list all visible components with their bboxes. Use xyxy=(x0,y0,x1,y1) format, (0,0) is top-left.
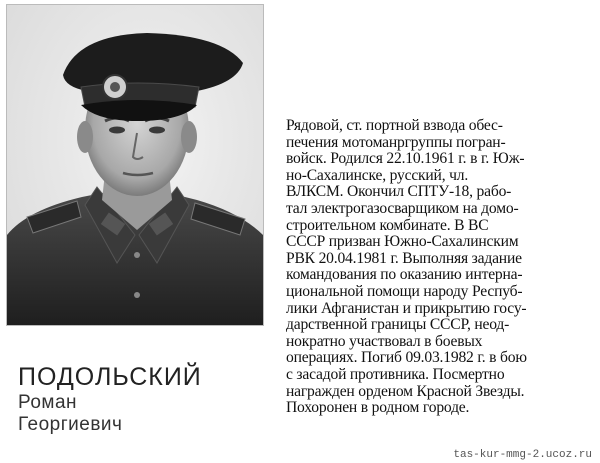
bio-line: РВК 20.04.1981 г. Выполняя задание xyxy=(286,249,522,267)
bio-line: командования по оказанию интерна- xyxy=(286,266,523,284)
bio-line: с засадой противника. Посмертно xyxy=(286,365,505,383)
bio-line: Рядовой, ст. портной взвода обес- xyxy=(286,117,503,134)
bio-line: операциях. Погиб 09.03.1982 г. в бою xyxy=(286,349,527,367)
portrait-photo xyxy=(6,4,264,326)
bio-line: тал электрогазосварщиком на домо- xyxy=(286,199,519,217)
patronymic: Георгиевич xyxy=(18,414,123,435)
bio-line: Похоронен в родном городе. xyxy=(286,399,470,417)
first-name: Роман xyxy=(18,392,78,413)
surname: ПОДОЛЬСКИЙ xyxy=(18,363,202,391)
bio-line: печения мотоманргруппы погран- xyxy=(286,133,506,151)
bio-line: лики Афганистан и прикрытию госу- xyxy=(286,299,527,317)
bio-line: дарственной границы СССР, неод- xyxy=(286,316,510,334)
bio-line: нократно участвовал в боевых xyxy=(286,332,483,350)
site-watermark: tas-kur-mmg-2.ucoz.ru xyxy=(453,449,592,461)
soldier-portrait xyxy=(7,5,264,326)
bio-line: войск. Родился 22.10.1961 г. в г. Юж- xyxy=(286,150,525,168)
bio-line: награжден орденом Красной Звезды. xyxy=(286,382,525,400)
bio-line: но-Сахалинске, русский, чл. xyxy=(286,166,469,184)
blank-area xyxy=(270,6,596,116)
bio-line: ВЛКСМ. Окончил СПТУ-18, рабо- xyxy=(286,183,512,201)
bio-line: строительном комбинате. В ВС xyxy=(286,216,489,234)
biography-text xyxy=(286,118,586,417)
bio-line: СССР призван Южно-Сахалинским xyxy=(286,233,519,251)
bio-line: циональной помощи народу Респуб- xyxy=(286,282,523,300)
